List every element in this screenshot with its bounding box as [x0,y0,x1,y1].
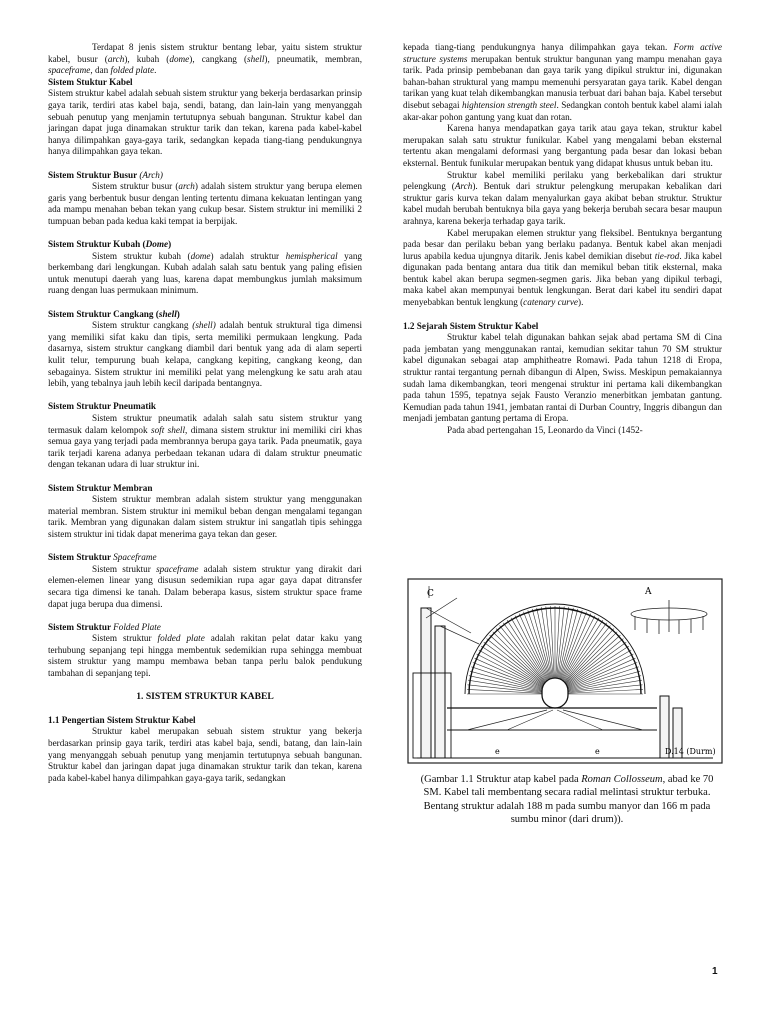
paragraph-sejarah: Struktur kabel telah digunakan bahkan sejak abad pertama SM di Cina pada jembatan yang menggunakan rantai, kemudian sekitar tahun 70 SM struktur kabel digunakan sebagai atap amphitheatre Romawi. Pada tahun 1218 di Eropa, struktur rantai tergantung pernah dibangun di Alpen, Swiss. Meskipun pemakaiannya sudah lama dikembangkan, teori mengenai struktur ini pertama kali dikembangkan pada tahun 1595, tepatnya sejak Fausto Veranzio menerbitkan jembatan gantung. Kemudian pada tahun 1941, jembatan rantai di Durban Country, Inggris dibangun dan menjadi jembatan gantung pertama di Eropa. [403,332,722,424]
heading-membran: Sistem Struktur Membran [48,482,153,493]
paragraph-pneumatik: Sistem struktur pneumatik adalah salah satu sistem struktur yang termasuk dalam kelompok soft shell, dimana sistem struktur ini memiliki ciri khas semua gaya yang terjadi pada membrannya berupa gaya tarik. Pada pneumatik, gaya tarik terjadi karena adanya perbedaan tekanan udara di dalam struktur pneumatic dengan tekanan udara di luar struktur ini. [48,413,362,470]
colosseum-cable-roof-illustration [407,578,723,764]
paragraph-spaceframe: Sistem struktur spaceframe adalah sistem struktur yang dirakit dari elemen-elemen linear yang disusun sedemikian rupa agar gaya dapat ditransfer secara tiga dimensi ke tanah. Dalam beberapa kasus, sistem struktur space frame dapat juga berupa dua dimensi. [48,563,362,609]
heading-kabel: Sistem Stuktur Kabel [48,76,133,87]
heading-pengertian: 1.1 Pengertian Sistem Struktur Kabel [48,714,196,725]
paragraph-form-active: kepada tiang-tiang pendukungnya hanya dilimpahkan gaya tekan. Form active structure systems merupakan bentuk struktur bangunan yang mampu menahan gaya tarik. Pada prinsip pembebanan dan gaya tarik yang dipikul struktur ini, digunakan bahan-bahan struktural yang mampu memenuhi persyaratan gaya tarik. Kabel dengan tarikan yang kuat telah dikembangkan manusia terbuat dari bahan baja. Kabel tersebut disebut sebagai hightension strength steel. Sedangkan contoh bentuk kabel alami ialah akar-akar pohon gantung yang kuat dan rotan. [403,42,723,122]
intro-paragraph: Terdapat 8 jenis sistem struktur bentang lebar, yaitu sistem struktur kabel, busur (arch), kubah (dome), cangkang (shell), pneumatik, membran, spaceframe, dan folded plate. [48,42,362,76]
paragraph-cangkang: Sistem struktur cangkang (shell) adalah bentuk struktural tiga dimensi yang memiliki sifat kaku dan tipis, serta memiliki permukaan lengkung. Pada dasarnya, sistem struktur cangkang diambil dari bentuk yang ada di alam seperti kulit telur, tempurung buah kelapa, cangkang kepiting, cangkang keong, dan sebagainya. Sistem struktur ini memiliki pelat yang melengkung ke satu arah atau lebih, yang tebalnya jauh lebih kecil daripada bentangnya. [48,320,362,389]
paragraph-pengertian: Struktur kabel merupakan sebuah sistem struktur yang bekerja berdasarkan prinsip gaya tarik, terdiri atas kabel baja, sendi, batang, dan lain-lain yang menyanggah sebuah penutup yang menjamin tertutupnya sebuah bangunan. Struktur kabel dan jaringan dapat juga dinamakan struktur tarik dan tekan, karena pada kabel-kabel hanya dilimpahkan gaya-gaya tarik, sedangkan [48,726,362,783]
right-column [403,42,722,437]
heading-cangkang: Sistem Struktur Cangkang (shell) [48,308,180,319]
paragraph-leonardo: Pada abad pertengahan 15, Leonardo da Vinci (1452- [447,425,643,435]
heading-kubah: Sistem Struktur Kubah (Dome) [48,239,172,250]
figure-label-a: A [645,587,652,597]
page-number: 1 [712,966,718,977]
paragraph-fleksibel: Kabel merupakan elemen struktur yang fleksibel. Bentuknya bergantung pada besar dan perilaku beban yang berlaku padanya. Bentuk kabel akan menjadi lurus apabila kedua ujungnya ditarik. Jenis kabel demikian disebut tie-rod. Jika kabel digunakan pada bentang antara dua titik dan memikul beban titik eksternal, maka bentuk kabel akan berupa segmen-segmen garis. Jika beban yang dipikul terbagi, maka kabel akan mempunyai bentuk lengkungan. Berat dari kabel itu sendiri dapat menyebabkan bentuk lengkung (catenary curve). [403,227,722,308]
paragraph-funikular: Karena hanya mendapatkan gaya tarik atau gaya tekan, struktur kabel merupakan salah satu struktur funikular. Kabel yang mengalami beban eksternal tertentu akan mengalami deformasi yang bergantung pada besar dan lokasi beban eksternal. Bentuk funikular merupakan bentuk yang didapat khusus untuk beban itu. [403,123,722,168]
paragraph-kubah: Sistem struktur kubah (dome) adalah struktur hemispherical yang berkembang dari lengkungan. Kubah adalah salah satu bentuk yang paling efisien untuk menutupi daerah yang luas, karena dapat membungkus jumlah maksimum ruang dengan luas permukaan minimum. [48,250,363,296]
paragraph-pelengkung: Struktur kabel memiliki perilaku yang berkebalikan dari struktur pelengkung (Arch). Bentuk dari struktur pelengkung merupakan kebalikan dari struktur garis kurva tekan dalam menyalurkan gaya akibat beban struktur. Struktur kabel mudah berubah bentuknya bila gaya yang bekerja berubah secara besar maupun arahnya, karena bekerja terhadap gaya tarik. [403,169,722,226]
figure-caption: (Gambar 1.1 Struktur atap kabel pada Roman Collosseum, abad ke 70 SM. Kabel tali membentang secara radial melintasi struktur terbuka. Bentang struktur adalah 188 m pada sumbu manyor dan 166 m pada sumbu minor (dari drum)). [420,774,714,826]
paragraph-kabel: Sistem struktur kabel adalah sebuah sistem struktur yang bekerja berdasarkan prinsip gaya tarik, terdiri atas kabel baja, sendi, batang, dan lain-lain yang menyanggah sebuah penutup yang menjamin tertutupnya sebuah bangunan. Struktur kabel dan jaringan dapat juga dinamakan struktur tarik dan tekan, karena pada kabel-kabel hanya dilimpahkan gaya-gaya tarik, sedangkan kepada tiang-tiang pendukungnya hanya dilimpahkan gaya tekan. [48,88,362,157]
figure-label-e2: e [595,747,600,756]
figure-label-c: C [427,589,434,599]
heading-pneumatik: Sistem Struktur Pneumatik [48,401,157,412]
paragraph-folded-plate: Sistem struktur folded plate adalah rakitan pelat datar kaku yang terhubung sepanjang tepi hingga membentuk sedemikian rupa sehingga membuat sistem struktur yang mampu membawa beban tanpa perlu balok pendukung tambahan di sepanjang tepi. [48,633,362,679]
heading-spaceframe: Sistem Struktur Spaceframe [48,552,157,563]
heading-folded-plate: Sistem Struktur Folded Plate [48,621,161,632]
heading-sejarah: 1.2 Sejarah Sistem Struktur Kabel [403,320,539,331]
paragraph-busur: Sistem struktur busur (arch) adalah sistem struktur yang berupa elemen garis yang berbentuk busur dengan lenting tertentu dimana kekuatan lentingan yang ada mampu menahan beban tekan yang cukup besar. Sistem struktur ini memiliki 2 tumpuan beban pada kedua kaki tempat ia berpijak. [48,181,362,226]
section-title: 1. SISTEM STRUKTUR KABEL [136,691,274,703]
figure-label-durm: D.14 (Durm) [665,747,716,756]
left-column [48,42,362,784]
paragraph-membran: Sistem struktur membran adalah sistem struktur yang menggunakan material membran. Sistem struktur ini memikul beban dengan mengalami tegangan tarik. Membran yang digunakan dalam sistem struktur ini sangatlah tipis sehingga sistem struktur ini tidak dapat menerima gaya tekan dan geser. [48,494,362,539]
heading-busur: Sistem Struktur Busur (Arch) [48,169,163,180]
figure-label-e1: e [495,747,500,756]
